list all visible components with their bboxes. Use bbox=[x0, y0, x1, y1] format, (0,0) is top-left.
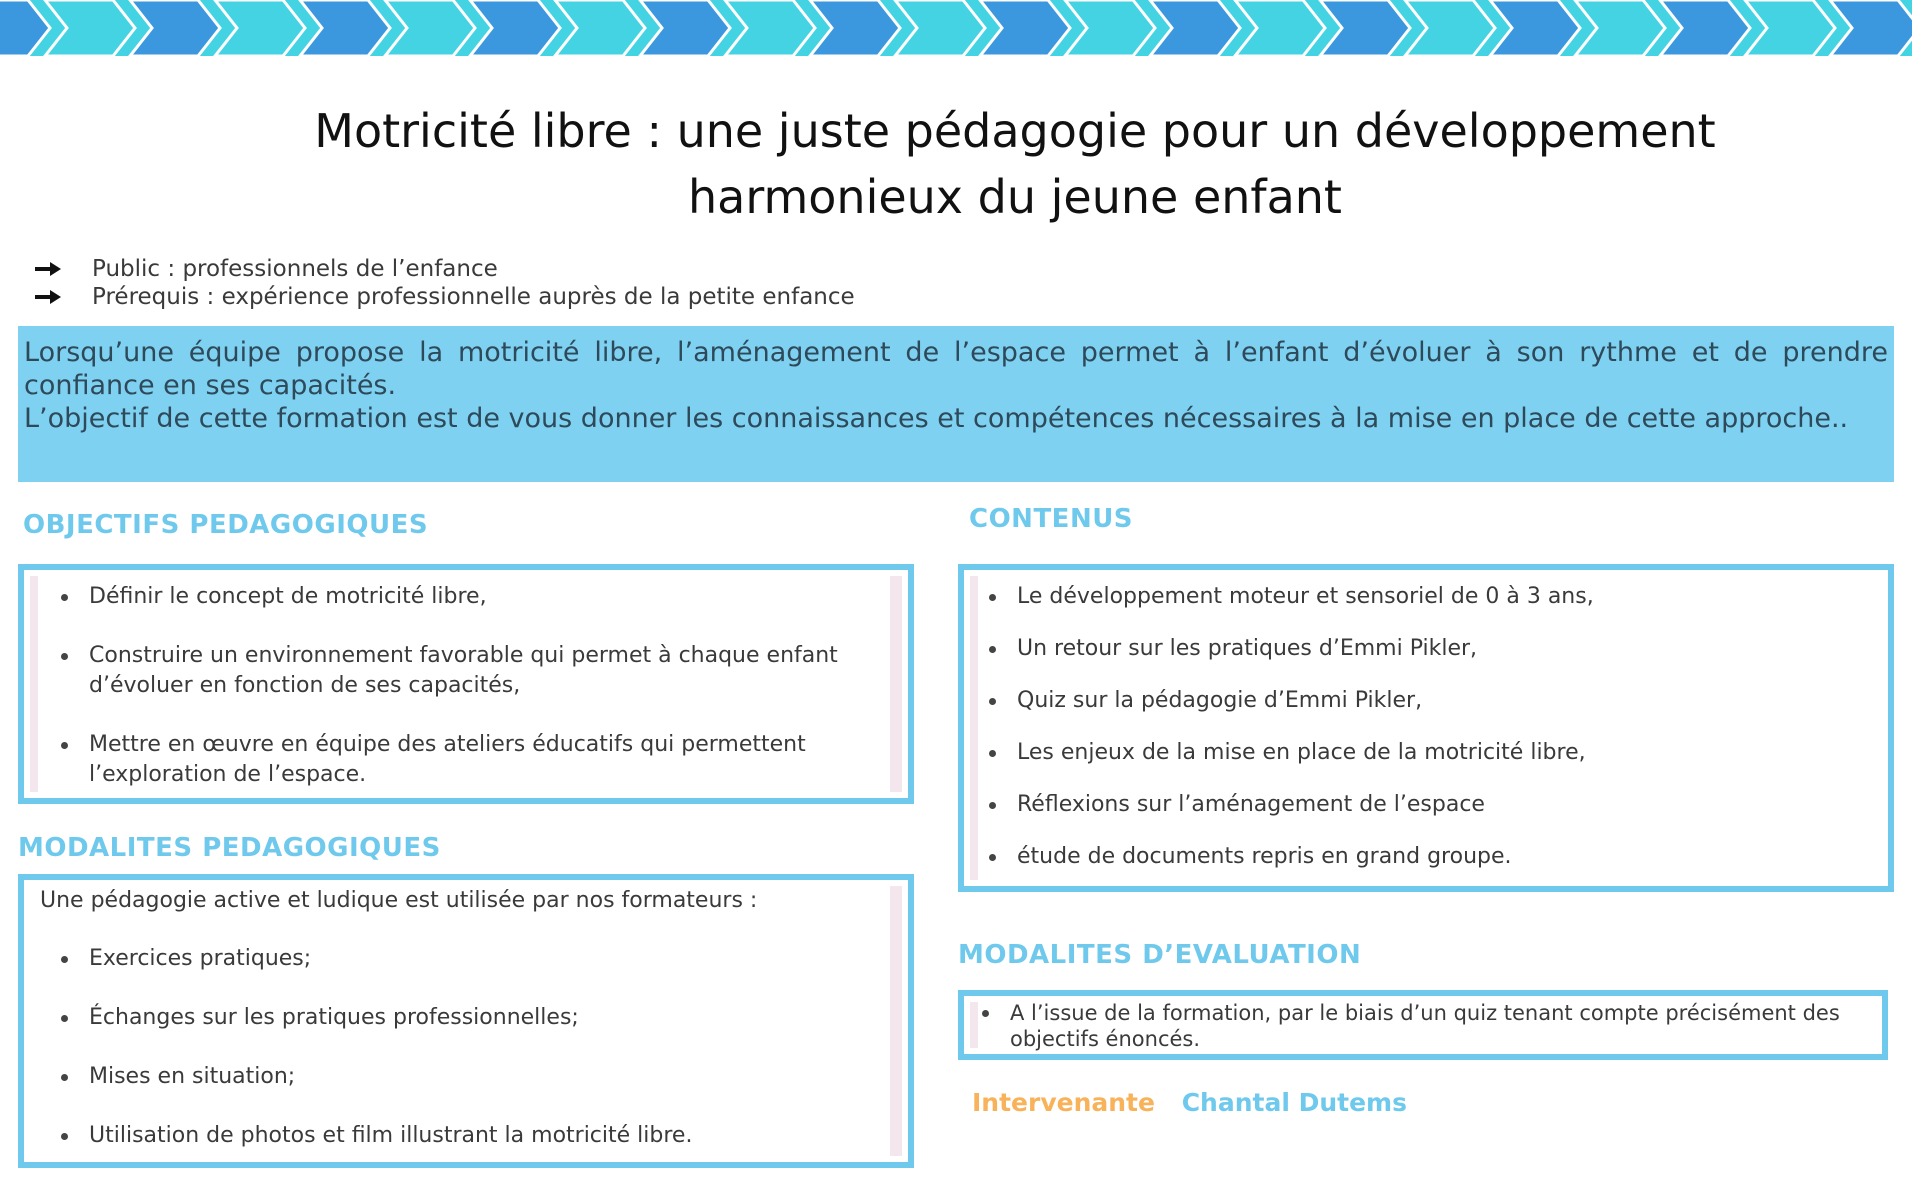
evaluation-box bbox=[958, 990, 1888, 1060]
contenus-item bbox=[1017, 582, 1594, 612]
contenus-item-text: Réflexions sur l’aménagement de l’espace bbox=[1017, 792, 1485, 817]
bullet-icon bbox=[989, 646, 996, 653]
bullet-icon bbox=[989, 594, 996, 601]
contenus-item-text: Un retour sur les pratiques d’Emmi Pikler, bbox=[1017, 636, 1478, 661]
objectifs-heading: OBJECTIFS PEDAGOGIQUES bbox=[23, 510, 429, 540]
bullet-icon bbox=[61, 653, 68, 660]
evaluation-heading: MODALITES D’EVALUATION bbox=[958, 940, 1362, 970]
box-stripe-left bbox=[30, 576, 38, 792]
prerequisite-public-text: Public : professionnels de l’enfance bbox=[92, 256, 498, 282]
contenus-item bbox=[1017, 842, 1512, 872]
bullet-icon bbox=[61, 956, 68, 963]
modalites-item-text: Mises en situation; bbox=[89, 1064, 296, 1089]
bullet-icon bbox=[61, 742, 68, 749]
prerequisite-item-prerequis bbox=[34, 284, 855, 310]
objectifs-item bbox=[89, 582, 869, 612]
page-title-line-2: harmonieux du jeune enfant bbox=[688, 170, 1342, 224]
box-stripe-left bbox=[970, 1002, 978, 1048]
modalites-lead: Une pédagogie active et ludique est utilisée par nos formateurs : bbox=[40, 888, 758, 913]
contenus-item bbox=[1017, 686, 1422, 716]
evaluation-item-text: A l’issue de la formation, par le biais d’un quiz tenant compte précisément des objectifs énoncés. bbox=[1010, 1001, 1840, 1051]
objectifs-box bbox=[18, 564, 914, 804]
arrow-right-icon bbox=[34, 287, 62, 307]
box-stripe-right bbox=[890, 886, 902, 1156]
arrow-right-icon bbox=[34, 259, 62, 279]
contenus-item-text: étude de documents repris en grand groupe. bbox=[1017, 844, 1512, 869]
modalites-item bbox=[89, 1003, 579, 1033]
modalites-item bbox=[89, 1062, 295, 1092]
page-title bbox=[150, 98, 1880, 230]
bullet-icon bbox=[61, 594, 68, 601]
page-title-line-1: Motricité libre : une juste pédagogie pour un développement bbox=[314, 104, 1716, 158]
intervenant bbox=[972, 1088, 1407, 1117]
chevron-banner bbox=[0, 0, 1912, 56]
bullet-icon bbox=[989, 854, 996, 861]
bullet-icon bbox=[989, 802, 996, 809]
intervenant-label: Intervenante bbox=[972, 1088, 1155, 1117]
modalites-item-text: Utilisation de photos et film illustrant la motricité libre. bbox=[89, 1123, 693, 1148]
intro-paragraph-2: L’objectif de cette formation est de vous donner les connaissances et compétences nécessaires à la mise en place de cette approche.. bbox=[24, 403, 1849, 434]
modalites-item bbox=[89, 944, 311, 974]
box-stripe-left bbox=[970, 576, 978, 880]
contenus-item bbox=[1017, 738, 1586, 768]
intro-panel bbox=[18, 326, 1894, 482]
modalites-item-text: Exercices pratiques; bbox=[89, 946, 312, 971]
objectifs-item-text: Mettre en œuvre en équipe des ateliers éducatifs qui permettent l’exploration de l’espace. bbox=[89, 732, 806, 787]
box-stripe-right bbox=[890, 576, 902, 792]
bullet-icon bbox=[989, 750, 996, 757]
prerequisite-item-public bbox=[34, 256, 498, 282]
modalites-item bbox=[89, 1121, 692, 1151]
objectifs-item bbox=[89, 641, 889, 701]
objectifs-item-text: Définir le concept de motricité libre, bbox=[89, 584, 487, 609]
contenus-heading: CONTENUS bbox=[969, 504, 1134, 534]
contenus-box bbox=[958, 564, 1894, 892]
contenus-item bbox=[1017, 634, 1477, 664]
bullet-icon bbox=[982, 1010, 989, 1017]
bullet-icon bbox=[989, 698, 996, 705]
evaluation-item bbox=[1010, 1000, 1870, 1052]
prerequisite-prerequis-text: Prérequis : expérience professionnelle auprès de la petite enfance bbox=[92, 284, 855, 310]
contenus-item bbox=[1017, 790, 1485, 820]
intro-paragraph-1: Lorsqu’une équipe propose la motricité libre, l’aménagement de l’espace permet à l’enfant d’évoluer à son rythme et de prendre confiance en ses capacités. bbox=[24, 337, 1888, 401]
objectifs-item-text: Construire un environnement favorable qui permet à chaque enfant d’évoluer en fonction de ses capacités, bbox=[89, 643, 838, 698]
objectifs-item bbox=[89, 730, 849, 790]
intervenant-name: Chantal Dutems bbox=[1181, 1088, 1407, 1117]
contenus-item-text: Quiz sur la pédagogie d’Emmi Pikler, bbox=[1017, 688, 1423, 713]
bullet-icon bbox=[61, 1133, 68, 1140]
bullet-icon bbox=[61, 1015, 68, 1022]
contenus-item-text: Les enjeux de la mise en place de la motricité libre, bbox=[1017, 740, 1586, 765]
modalites-box bbox=[18, 874, 914, 1168]
bullet-icon bbox=[61, 1074, 68, 1081]
modalites-item-text: Échanges sur les pratiques professionnelles; bbox=[89, 1005, 579, 1030]
modalites-heading: MODALITES PEDAGOGIQUES bbox=[18, 833, 441, 863]
contenus-item-text: Le développement moteur et sensoriel de 0 à 3 ans, bbox=[1017, 584, 1594, 609]
